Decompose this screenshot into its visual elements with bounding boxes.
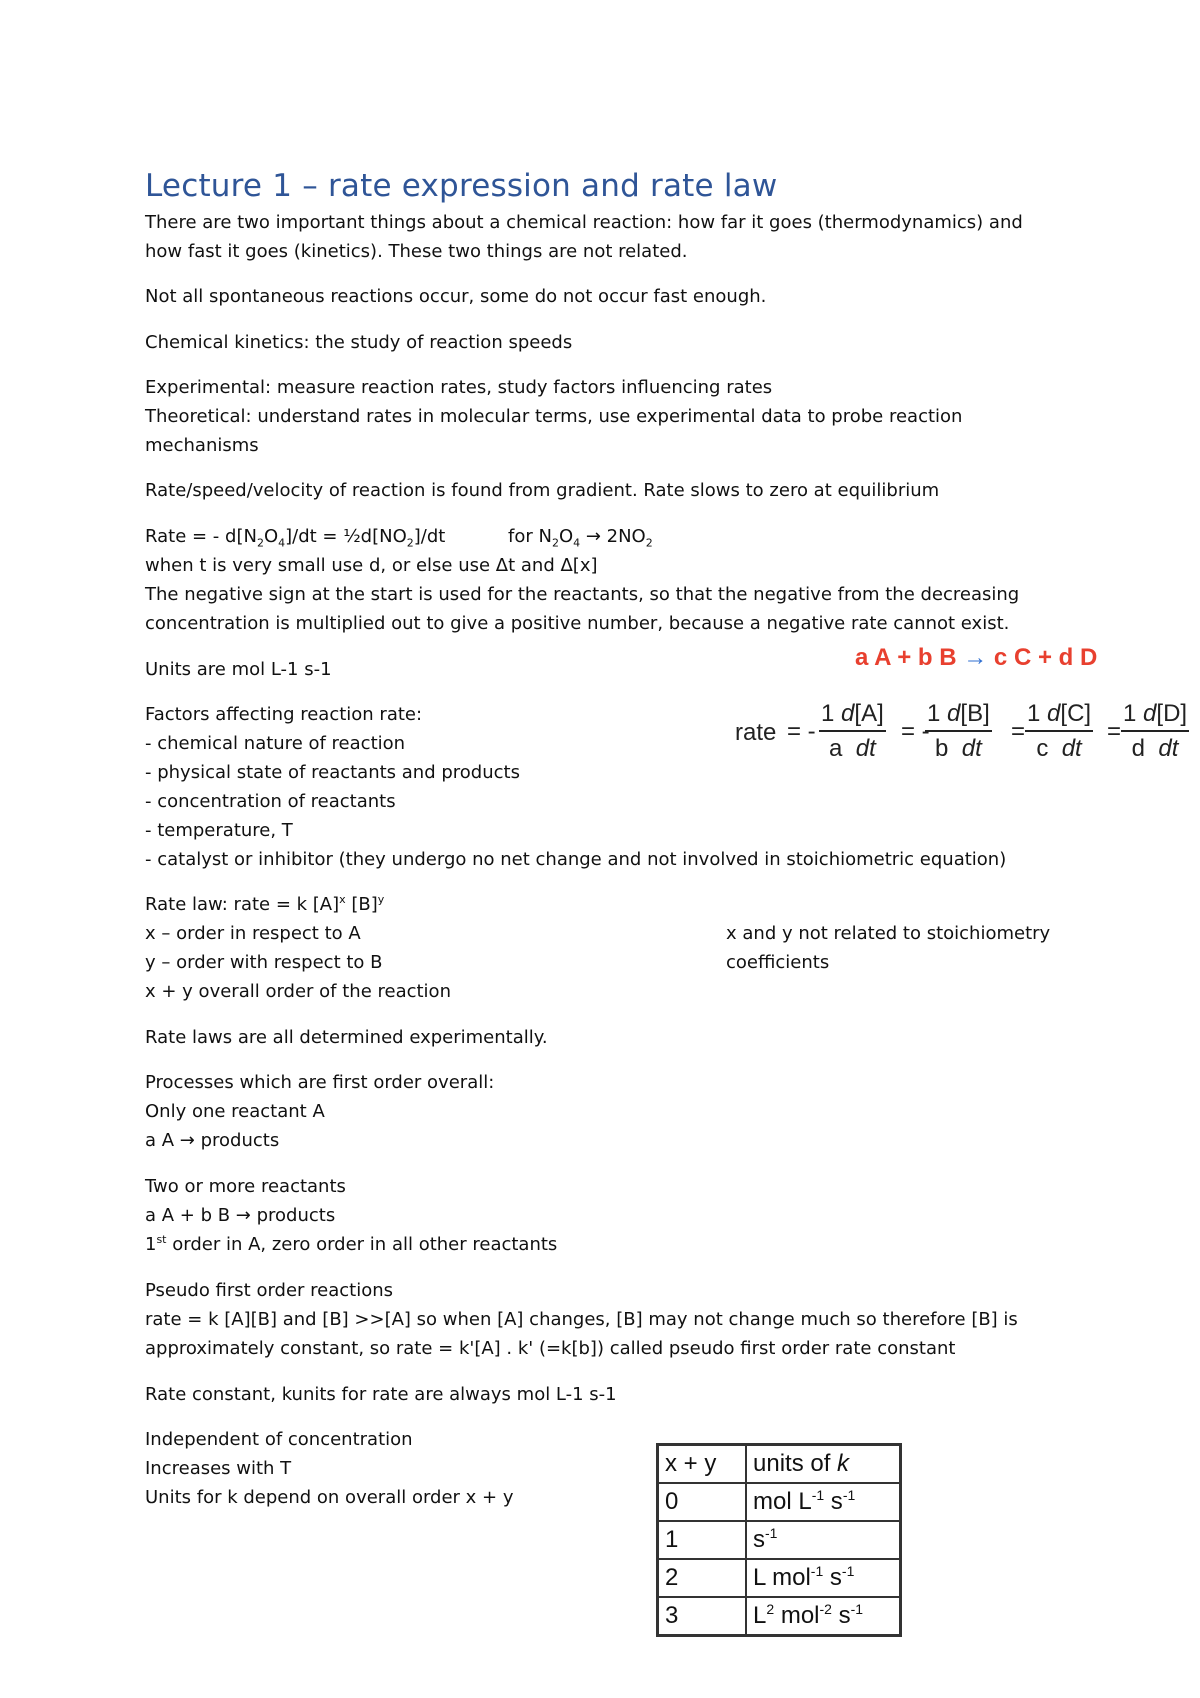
- spontaneous-text: Not all spontaneous reactions occur, some do not occur fast enough.: [145, 286, 767, 307]
- experimental-laws: Rate laws are all determined experimentally.: [145, 1027, 548, 1048]
- reaction-n2o4: for $N_2O_4 \to 2NO_2$: [508, 526, 653, 550]
- equals-minus: = -: [787, 718, 816, 745]
- factor-item: - chemical nature of reaction: [145, 733, 406, 754]
- order-cell: 1: [658, 1521, 747, 1559]
- units-of-k-table: [656, 1443, 902, 1637]
- order-x: x – order in respect to A: [145, 923, 361, 944]
- factor-item: - concentration of reactants: [145, 791, 396, 812]
- order-overall: x + y overall order of the reaction: [145, 981, 451, 1002]
- a-products: a A → products: [145, 1130, 280, 1151]
- rate-word: rate: [735, 719, 777, 746]
- two-reactants: Two or more reactants: [145, 1176, 346, 1197]
- increases-text: Increases with T: [145, 1458, 292, 1479]
- fraction-d: $\frac{1 d[D]}{\text{d dt}}$: [1123, 700, 1188, 762]
- order-cell: 2: [658, 1559, 747, 1597]
- intro-line-1: There are two important things about a chemical reaction: how far it goes (thermodynamics) and: [145, 212, 1023, 233]
- pseudo-line-2: approximately constant, so rate = k'[A] . k' (=k[b]) called pseudo first order rate constant: [145, 1338, 956, 1359]
- ab-products: a A + b B → products: [145, 1205, 336, 1226]
- stoichiometry-note-1: x and y not related to stoichiometry: [726, 923, 1051, 944]
- header-units: units of k: [746, 1445, 901, 1484]
- table-row: [658, 1483, 901, 1521]
- units-cell: mol $L^{-1}$ $s^{-1}$: [746, 1483, 901, 1521]
- page-title: Lecture 1 – rate expression and rate law: [145, 168, 778, 204]
- negative-sign-line-1: The negative sign at the start is used for the reactants, so that the negative from the decreasing: [145, 584, 1020, 605]
- equals-minus-2: = -: [901, 718, 930, 745]
- factor-item: - physical state of reactants and products: [145, 762, 520, 783]
- first-order-in-a: 1st order in A, zero order in all other reactants: [145, 1233, 558, 1255]
- equals-1: =: [1011, 718, 1026, 745]
- gradient-text: Rate/speed/velocity of reaction is found from gradient. Rate slows to zero at equilibrium: [145, 480, 940, 501]
- stoichiometry-note-2: coefficients: [726, 952, 830, 973]
- equals-2: =: [1107, 718, 1122, 745]
- fraction-b: $\frac{1 d[B]}{\text{b dt}}$: [927, 700, 990, 762]
- units-cell: $L^2$ mol$^{-2}$ $s^{-1}$: [746, 1597, 901, 1636]
- negative-sign-line-2: concentration is multiplied out to give a positive number, because a negative rate cannot exist.: [145, 613, 1010, 634]
- one-reactant: Only one reactant A: [145, 1101, 325, 1122]
- general-rate-equation: [733, 640, 1200, 770]
- experimental-text: Experimental: measure reaction rates, study factors influencing rates: [145, 377, 773, 398]
- order-cell: 0: [658, 1483, 747, 1521]
- fraction-a: $\frac{1 d[A]}{\text{a dt}}$: [821, 700, 884, 762]
- table-row: [658, 1521, 901, 1559]
- table-row: [658, 1559, 901, 1597]
- first-order-title: Processes which are first order overall:: [145, 1072, 495, 1093]
- table-header-row: [658, 1445, 901, 1484]
- factor-item: - temperature, T: [145, 820, 293, 841]
- pseudo-title: Pseudo first order reactions: [145, 1280, 394, 1301]
- header-order: x + y: [658, 1445, 747, 1484]
- rate-equation: Rate = - $d[N_2O_4]/dt$ = $\frac{1}{2}d[NO_2]/dt$: [145, 526, 446, 550]
- intro-line-2: how fast it goes (kinetics). These two things are not related.: [145, 241, 688, 262]
- rate-constant: Rate constant, kunits for rate are always mol L-1 s-1: [145, 1384, 617, 1405]
- general-reaction: a A + b B → c C + d D: [855, 644, 1098, 671]
- table-row: [658, 1597, 901, 1636]
- theoretical-line-1: Theoretical: understand rates in molecular terms, use experimental data to probe reaction: [145, 406, 963, 427]
- factor-item: - catalyst or inhibitor (they undergo no net change and not involved in stoichiometric equation): [145, 849, 1007, 870]
- theoretical-line-2: mechanisms: [145, 435, 259, 456]
- fraction-c: $\frac{1 d[C]}{\text{c dt}}$: [1027, 700, 1092, 762]
- pseudo-line-1: rate = k [A][B] and [B] >>[A] so when [A] changes, [B] may not change much so therefore [B] is: [145, 1309, 1018, 1330]
- order-cell: 3: [658, 1597, 747, 1636]
- units-text: Units are mol L-1 s-1: [145, 659, 332, 680]
- small-t-text: when t is very small use d, or else use Δt and Δ[x]: [145, 555, 598, 576]
- units-k-text: Units for k depend on overall order x + y: [145, 1487, 514, 1508]
- factors-title: Factors affecting reaction rate:: [145, 704, 423, 725]
- rate-law: Rate law: rate = k $[A]^x$ $[B]^y$: [145, 893, 385, 915]
- kinetics-definition: Chemical kinetics: the study of reaction speeds: [145, 332, 573, 353]
- independent-text: Independent of concentration: [145, 1429, 413, 1450]
- units-cell: L mol$^{-1}$ $s^{-1}$: [746, 1559, 901, 1597]
- order-y: y – order with respect to B: [145, 952, 383, 973]
- units-cell: $s^{-1}$: [746, 1521, 901, 1559]
